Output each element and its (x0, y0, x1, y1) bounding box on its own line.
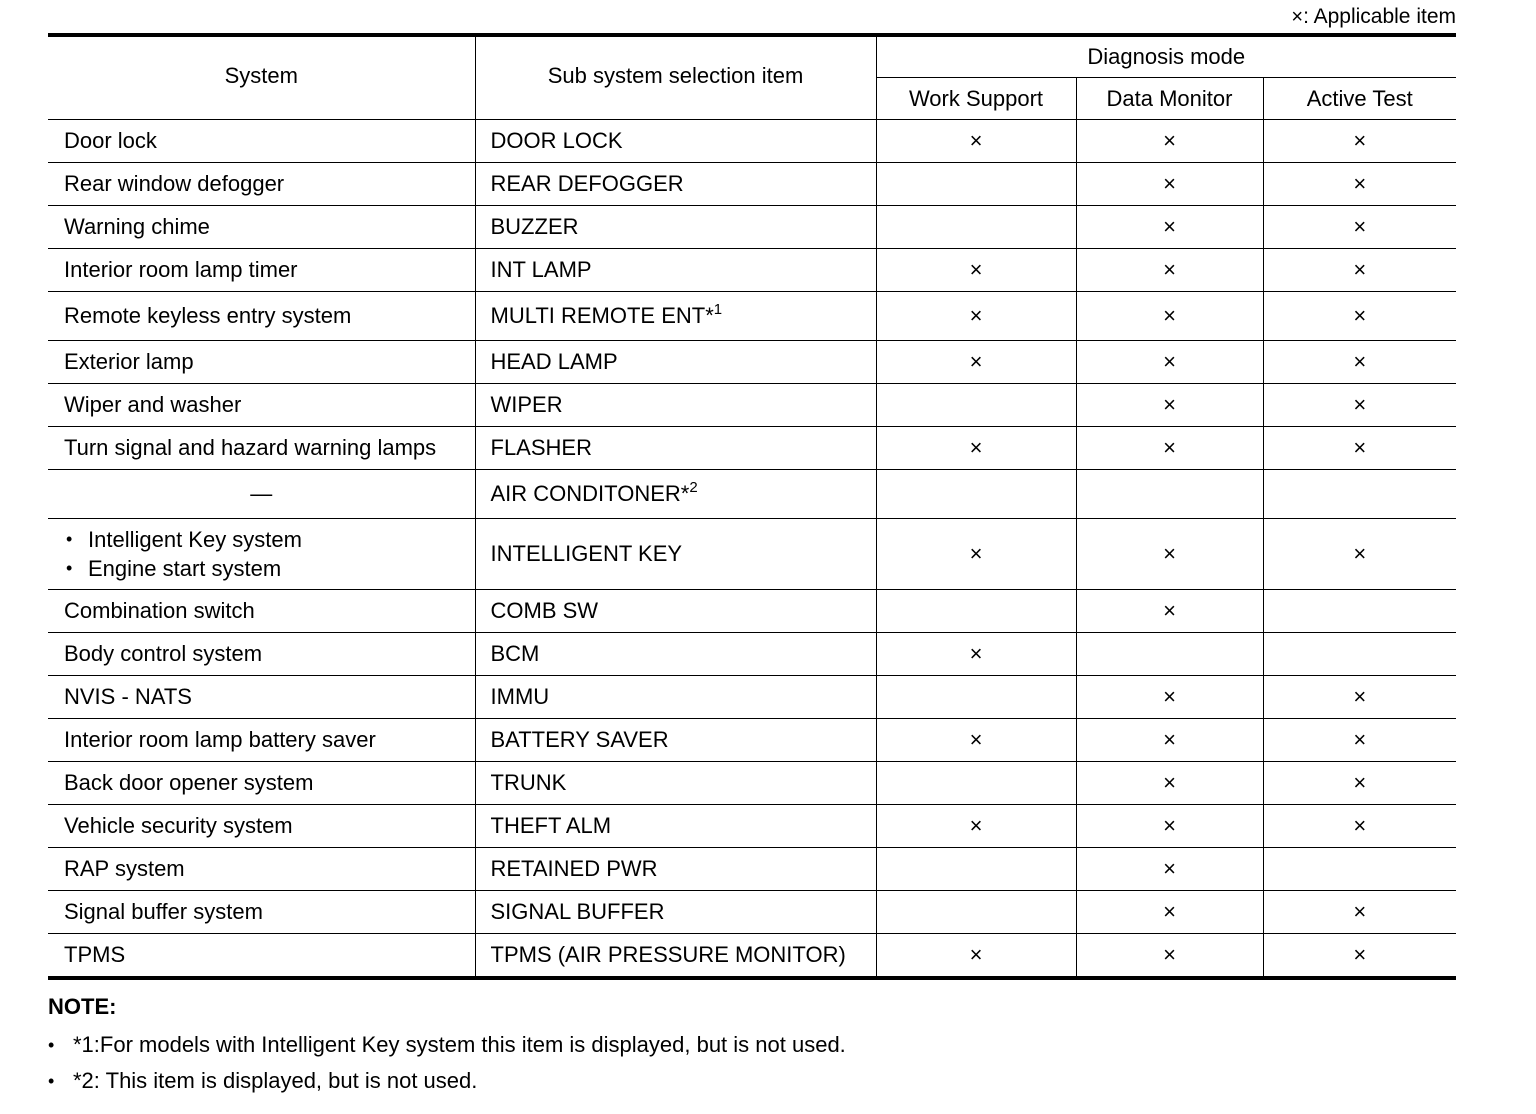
work-support-cell (876, 163, 1076, 206)
active-test-cell (1263, 590, 1456, 633)
work-support-cell: × (876, 934, 1076, 979)
active-test-cell (1263, 470, 1456, 519)
subsystem-cell: INT LAMP (475, 249, 876, 292)
subsystem-cell: RETAINED PWR (475, 848, 876, 891)
data-monitor-cell: × (1076, 719, 1263, 762)
table-row (48, 519, 1456, 590)
system-cell: Rear window defogger (48, 163, 475, 206)
active-test-cell: × (1263, 427, 1456, 470)
system-cell: Vehicle security system (48, 805, 475, 848)
table-row (48, 427, 1456, 470)
list-item: • Intelligent Key system (64, 525, 475, 554)
header-active-test: Active Test (1263, 78, 1456, 120)
system-cell: Door lock (48, 120, 475, 163)
data-monitor-cell: × (1076, 676, 1263, 719)
system-cell: RAP system (48, 848, 475, 891)
work-support-cell (876, 676, 1076, 719)
table-row (48, 762, 1456, 805)
active-test-cell: × (1263, 341, 1456, 384)
header-diagnosis-mode: Diagnosis mode (876, 35, 1456, 78)
system-cell: Wiper and washer (48, 384, 475, 427)
subsystem-cell: WIPER (475, 384, 876, 427)
active-test-cell: × (1263, 719, 1456, 762)
work-support-cell (876, 848, 1076, 891)
bullet-marker: • (48, 1071, 55, 1091)
header-subsystem: Sub system selection item (475, 35, 876, 120)
legend-label: : Applicable item (1303, 5, 1456, 28)
work-support-cell (876, 206, 1076, 249)
data-monitor-cell: × (1076, 891, 1263, 934)
subsystem-cell: HEAD LAMP (475, 341, 876, 384)
diagnosis-mode-table (48, 33, 1456, 980)
data-monitor-cell: × (1076, 805, 1263, 848)
system-cell: Warning chime (48, 206, 475, 249)
system-cell: Combination switch (48, 590, 475, 633)
header-system: System (48, 35, 475, 120)
table-row (48, 719, 1456, 762)
table-row (48, 384, 1456, 427)
table-row (48, 163, 1456, 206)
list-item: • Engine start system (64, 554, 475, 583)
active-test-cell: × (1263, 249, 1456, 292)
subsystem-cell: TRUNK (475, 762, 876, 805)
subsystem-cell (475, 292, 876, 341)
subsystem-label: AIR CONDITONER* (490, 481, 690, 506)
table-row (48, 633, 1456, 676)
table-body (48, 120, 1456, 979)
work-support-cell (876, 470, 1076, 519)
work-support-cell: × (876, 292, 1076, 341)
active-test-cell: × (1263, 384, 1456, 427)
note-item (48, 1027, 1456, 1063)
data-monitor-cell: × (1076, 292, 1263, 341)
note-text: *1:For models with Intelligent Key system this item is displayed, but is not used. (73, 1032, 846, 1057)
work-support-cell (876, 384, 1076, 427)
table-row (48, 249, 1456, 292)
table-row (48, 120, 1456, 163)
work-support-cell: × (876, 805, 1076, 848)
subsystem-cell: BUZZER (475, 206, 876, 249)
data-monitor-cell (1076, 470, 1263, 519)
note-text: *2: This item is displayed, but is not used. (73, 1068, 478, 1093)
active-test-cell (1263, 633, 1456, 676)
table-row (48, 891, 1456, 934)
system-cell: Turn signal and hazard warning lamps (48, 427, 475, 470)
data-monitor-cell (1076, 633, 1263, 676)
data-monitor-cell: × (1076, 519, 1263, 590)
bullet-marker: • (48, 1035, 55, 1055)
table-row (48, 805, 1456, 848)
active-test-cell: × (1263, 805, 1456, 848)
work-support-cell: × (876, 427, 1076, 470)
subsystem-cell: SIGNAL BUFFER (475, 891, 876, 934)
subsystem-cell: FLASHER (475, 427, 876, 470)
system-cell: — (48, 470, 475, 519)
work-support-cell: × (876, 249, 1076, 292)
active-test-cell: × (1263, 206, 1456, 249)
table-row (48, 206, 1456, 249)
table-header (48, 35, 1456, 120)
applicable-item-legend (1291, 5, 1456, 29)
active-test-cell: × (1263, 292, 1456, 341)
subsystem-cell: THEFT ALM (475, 805, 876, 848)
table-row (48, 341, 1456, 384)
subsystem-cell (475, 470, 876, 519)
work-support-cell: × (876, 633, 1076, 676)
header-data-monitor: Data Monitor (1076, 78, 1263, 120)
table-row (48, 590, 1456, 633)
work-support-cell: × (876, 341, 1076, 384)
system-cell: NVIS - NATS (48, 676, 475, 719)
system-cell: Body control system (48, 633, 475, 676)
table-row (48, 934, 1456, 979)
subsystem-cell: INTELLIGENT KEY (475, 519, 876, 590)
table-row (48, 848, 1456, 891)
work-support-cell (876, 590, 1076, 633)
data-monitor-cell: × (1076, 341, 1263, 384)
active-test-cell: × (1263, 120, 1456, 163)
system-cell: Signal buffer system (48, 891, 475, 934)
active-test-cell (1263, 848, 1456, 891)
footnote-ref: 2 (689, 478, 698, 496)
subsystem-cell: DOOR LOCK (475, 120, 876, 163)
system-cell: TPMS (48, 934, 475, 979)
table-row (48, 676, 1456, 719)
note-section (48, 992, 1456, 1099)
subsystem-cell: BATTERY SAVER (475, 719, 876, 762)
data-monitor-cell: × (1076, 384, 1263, 427)
note-title: NOTE: (48, 994, 117, 1019)
system-cell: Exterior lamp (48, 341, 475, 384)
subsystem-cell: COMB SW (475, 590, 876, 633)
system-cell: Interior room lamp battery saver (48, 719, 475, 762)
table-row (48, 470, 1456, 519)
work-support-cell (876, 762, 1076, 805)
active-test-cell: × (1263, 891, 1456, 934)
data-monitor-cell: × (1076, 163, 1263, 206)
data-monitor-cell: × (1076, 206, 1263, 249)
system-cell: Remote keyless entry system (48, 292, 475, 341)
subsystem-cell: TPMS (AIR PRESSURE MONITOR) (475, 934, 876, 979)
system-cell: Interior room lamp timer (48, 249, 475, 292)
active-test-cell: × (1263, 163, 1456, 206)
system-cell: Back door opener system (48, 762, 475, 805)
active-test-cell: × (1263, 519, 1456, 590)
applicable-mark: × (1291, 6, 1304, 28)
data-monitor-cell: × (1076, 120, 1263, 163)
work-support-cell (876, 891, 1076, 934)
active-test-cell: × (1263, 934, 1456, 979)
data-monitor-cell: × (1076, 590, 1263, 633)
system-cell (48, 519, 475, 590)
work-support-cell: × (876, 719, 1076, 762)
work-support-cell: × (876, 519, 1076, 590)
data-monitor-cell: × (1076, 762, 1263, 805)
data-monitor-cell: × (1076, 934, 1263, 979)
work-support-cell: × (876, 120, 1076, 163)
data-monitor-cell: × (1076, 427, 1263, 470)
footnote-ref: 1 (713, 300, 723, 318)
subsystem-label: MULTI REMOTE ENT* (490, 303, 714, 328)
data-monitor-cell: × (1076, 249, 1263, 292)
header-work-support: Work Support (876, 78, 1076, 120)
active-test-cell: × (1263, 676, 1456, 719)
table-row (48, 292, 1456, 341)
data-monitor-cell: × (1076, 848, 1263, 891)
active-test-cell: × (1263, 762, 1456, 805)
system-bullet-list (64, 525, 475, 583)
subsystem-cell: IMMU (475, 676, 876, 719)
subsystem-cell: REAR DEFOGGER (475, 163, 876, 206)
note-item (48, 1063, 1456, 1099)
subsystem-cell: BCM (475, 633, 876, 676)
